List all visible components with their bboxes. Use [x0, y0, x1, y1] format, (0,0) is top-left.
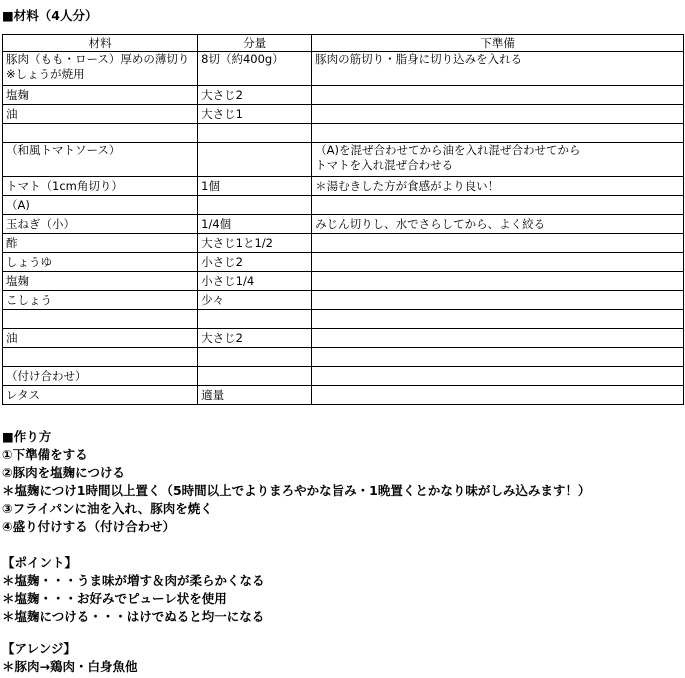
points-heading: 【ポイント】	[2, 555, 78, 570]
cell-amount: 大さじ2	[198, 329, 312, 348]
arrange-item: ＊豚肉→鶏肉・白身魚他	[2, 659, 138, 674]
cell-amount	[198, 124, 312, 143]
cell-material: （A)	[3, 196, 198, 215]
table-row	[3, 272, 684, 291]
steps-heading: ■作り方	[2, 429, 52, 444]
table-row	[3, 86, 684, 105]
table-row	[3, 143, 684, 177]
table-row	[3, 329, 684, 348]
table-row	[3, 310, 684, 329]
cell-prep: （A)を混ぜ合わせてから油を入れ混ぜ合わせてから トマトを入れ混ぜ合わせる	[312, 143, 684, 177]
cell-material: 油	[3, 329, 198, 348]
cell-amount	[198, 348, 312, 367]
cell-amount: 少々	[198, 291, 312, 310]
cell-prep	[312, 253, 684, 272]
cell-material: しょうゆ	[3, 253, 198, 272]
step-item: ④盛り付けする（付け合わせ）	[2, 519, 176, 534]
cell-material: 酢	[3, 234, 198, 253]
cell-amount: 小さじ2	[198, 253, 312, 272]
cell-material: 油	[3, 105, 198, 124]
cell-prep: みじん切りし、水でさらしてから、よく絞る	[312, 215, 684, 234]
step-item: ①下準備をする	[2, 447, 88, 462]
header-material: 材料	[3, 35, 198, 52]
cell-material: 豚肉（もも・ロース）厚めの薄切り ※しょうが焼用	[3, 52, 198, 86]
point-item: ＊塩麹・・・お好みでピューレ状を使用	[2, 591, 227, 606]
cell-prep	[312, 367, 684, 386]
table-row	[3, 348, 684, 367]
arrange-heading: 【アレンジ】	[2, 641, 76, 656]
cell-prep	[312, 329, 684, 348]
step-item: ＊塩麹につけ1時間以上置く（5時間以上でよりまろやかな旨み・1晩置くとかなり味がしみ込みます！）	[2, 483, 591, 498]
ingredients-heading: ■材料（4人分）	[2, 8, 98, 23]
cell-material: （付け合わせ）	[3, 367, 198, 386]
cell-material: 塩麹	[3, 86, 198, 105]
cell-prep	[312, 196, 684, 215]
cell-prep	[312, 348, 684, 367]
cell-prep	[312, 272, 684, 291]
header-amount: 分量	[198, 35, 312, 52]
cell-material	[3, 124, 198, 143]
point-item: ＊塩麹・・・うま味が増す＆肉が柔らかくなる	[2, 573, 265, 588]
table-row	[3, 253, 684, 272]
cell-material: 玉ねぎ（小）	[3, 215, 198, 234]
step-item: ②豚肉を塩麹につける	[2, 465, 125, 480]
cell-prep	[312, 234, 684, 253]
cell-amount: 1/4個	[198, 215, 312, 234]
cell-amount	[198, 367, 312, 386]
cell-amount: 小さじ1/4	[198, 272, 312, 291]
table-row	[3, 367, 684, 386]
cell-amount: 8切（約400g）	[198, 52, 312, 86]
cell-material	[3, 348, 198, 367]
cell-material: こしょう	[3, 291, 198, 310]
step-item: ③フライパンに油を入れ、豚肉を焼く	[2, 501, 213, 516]
cell-material: トマト（1cm角切り）	[3, 177, 198, 196]
table-row	[3, 196, 684, 215]
header-prep: 下準備	[312, 35, 684, 52]
table-row	[3, 124, 684, 143]
ingredients-table	[2, 34, 684, 405]
cell-amount: 適量	[198, 386, 312, 405]
table-row	[3, 52, 684, 86]
table-row	[3, 215, 684, 234]
table-row	[3, 386, 684, 405]
table-row	[3, 234, 684, 253]
point-item: ＊塩麹につける・・・はけでぬると均一になる	[2, 609, 265, 624]
cell-prep	[312, 105, 684, 124]
cell-amount: 大さじ1と1/2	[198, 234, 312, 253]
cell-prep	[312, 386, 684, 405]
cell-prep	[312, 310, 684, 329]
cell-prep	[312, 124, 684, 143]
table-row	[3, 177, 684, 196]
table-row	[3, 105, 684, 124]
cell-amount: 大さじ2	[198, 86, 312, 105]
cell-amount	[198, 143, 312, 177]
cell-amount: 大さじ1	[198, 105, 312, 124]
cell-amount: 1個	[198, 177, 312, 196]
cell-material: （和風トマトソース）	[3, 143, 198, 177]
cell-prep	[312, 86, 684, 105]
cell-prep: ＊湯むきした方が食感がより良い！	[312, 177, 684, 196]
cell-amount	[198, 310, 312, 329]
table-header-row	[3, 35, 684, 52]
cell-amount	[198, 196, 312, 215]
cell-prep	[312, 291, 684, 310]
cell-material	[3, 310, 198, 329]
cell-prep: 豚肉の筋切り・脂身に切り込みを入れる	[312, 52, 684, 86]
cell-material: 塩麹	[3, 272, 198, 291]
cell-material: レタス	[3, 386, 198, 405]
table-row	[3, 291, 684, 310]
